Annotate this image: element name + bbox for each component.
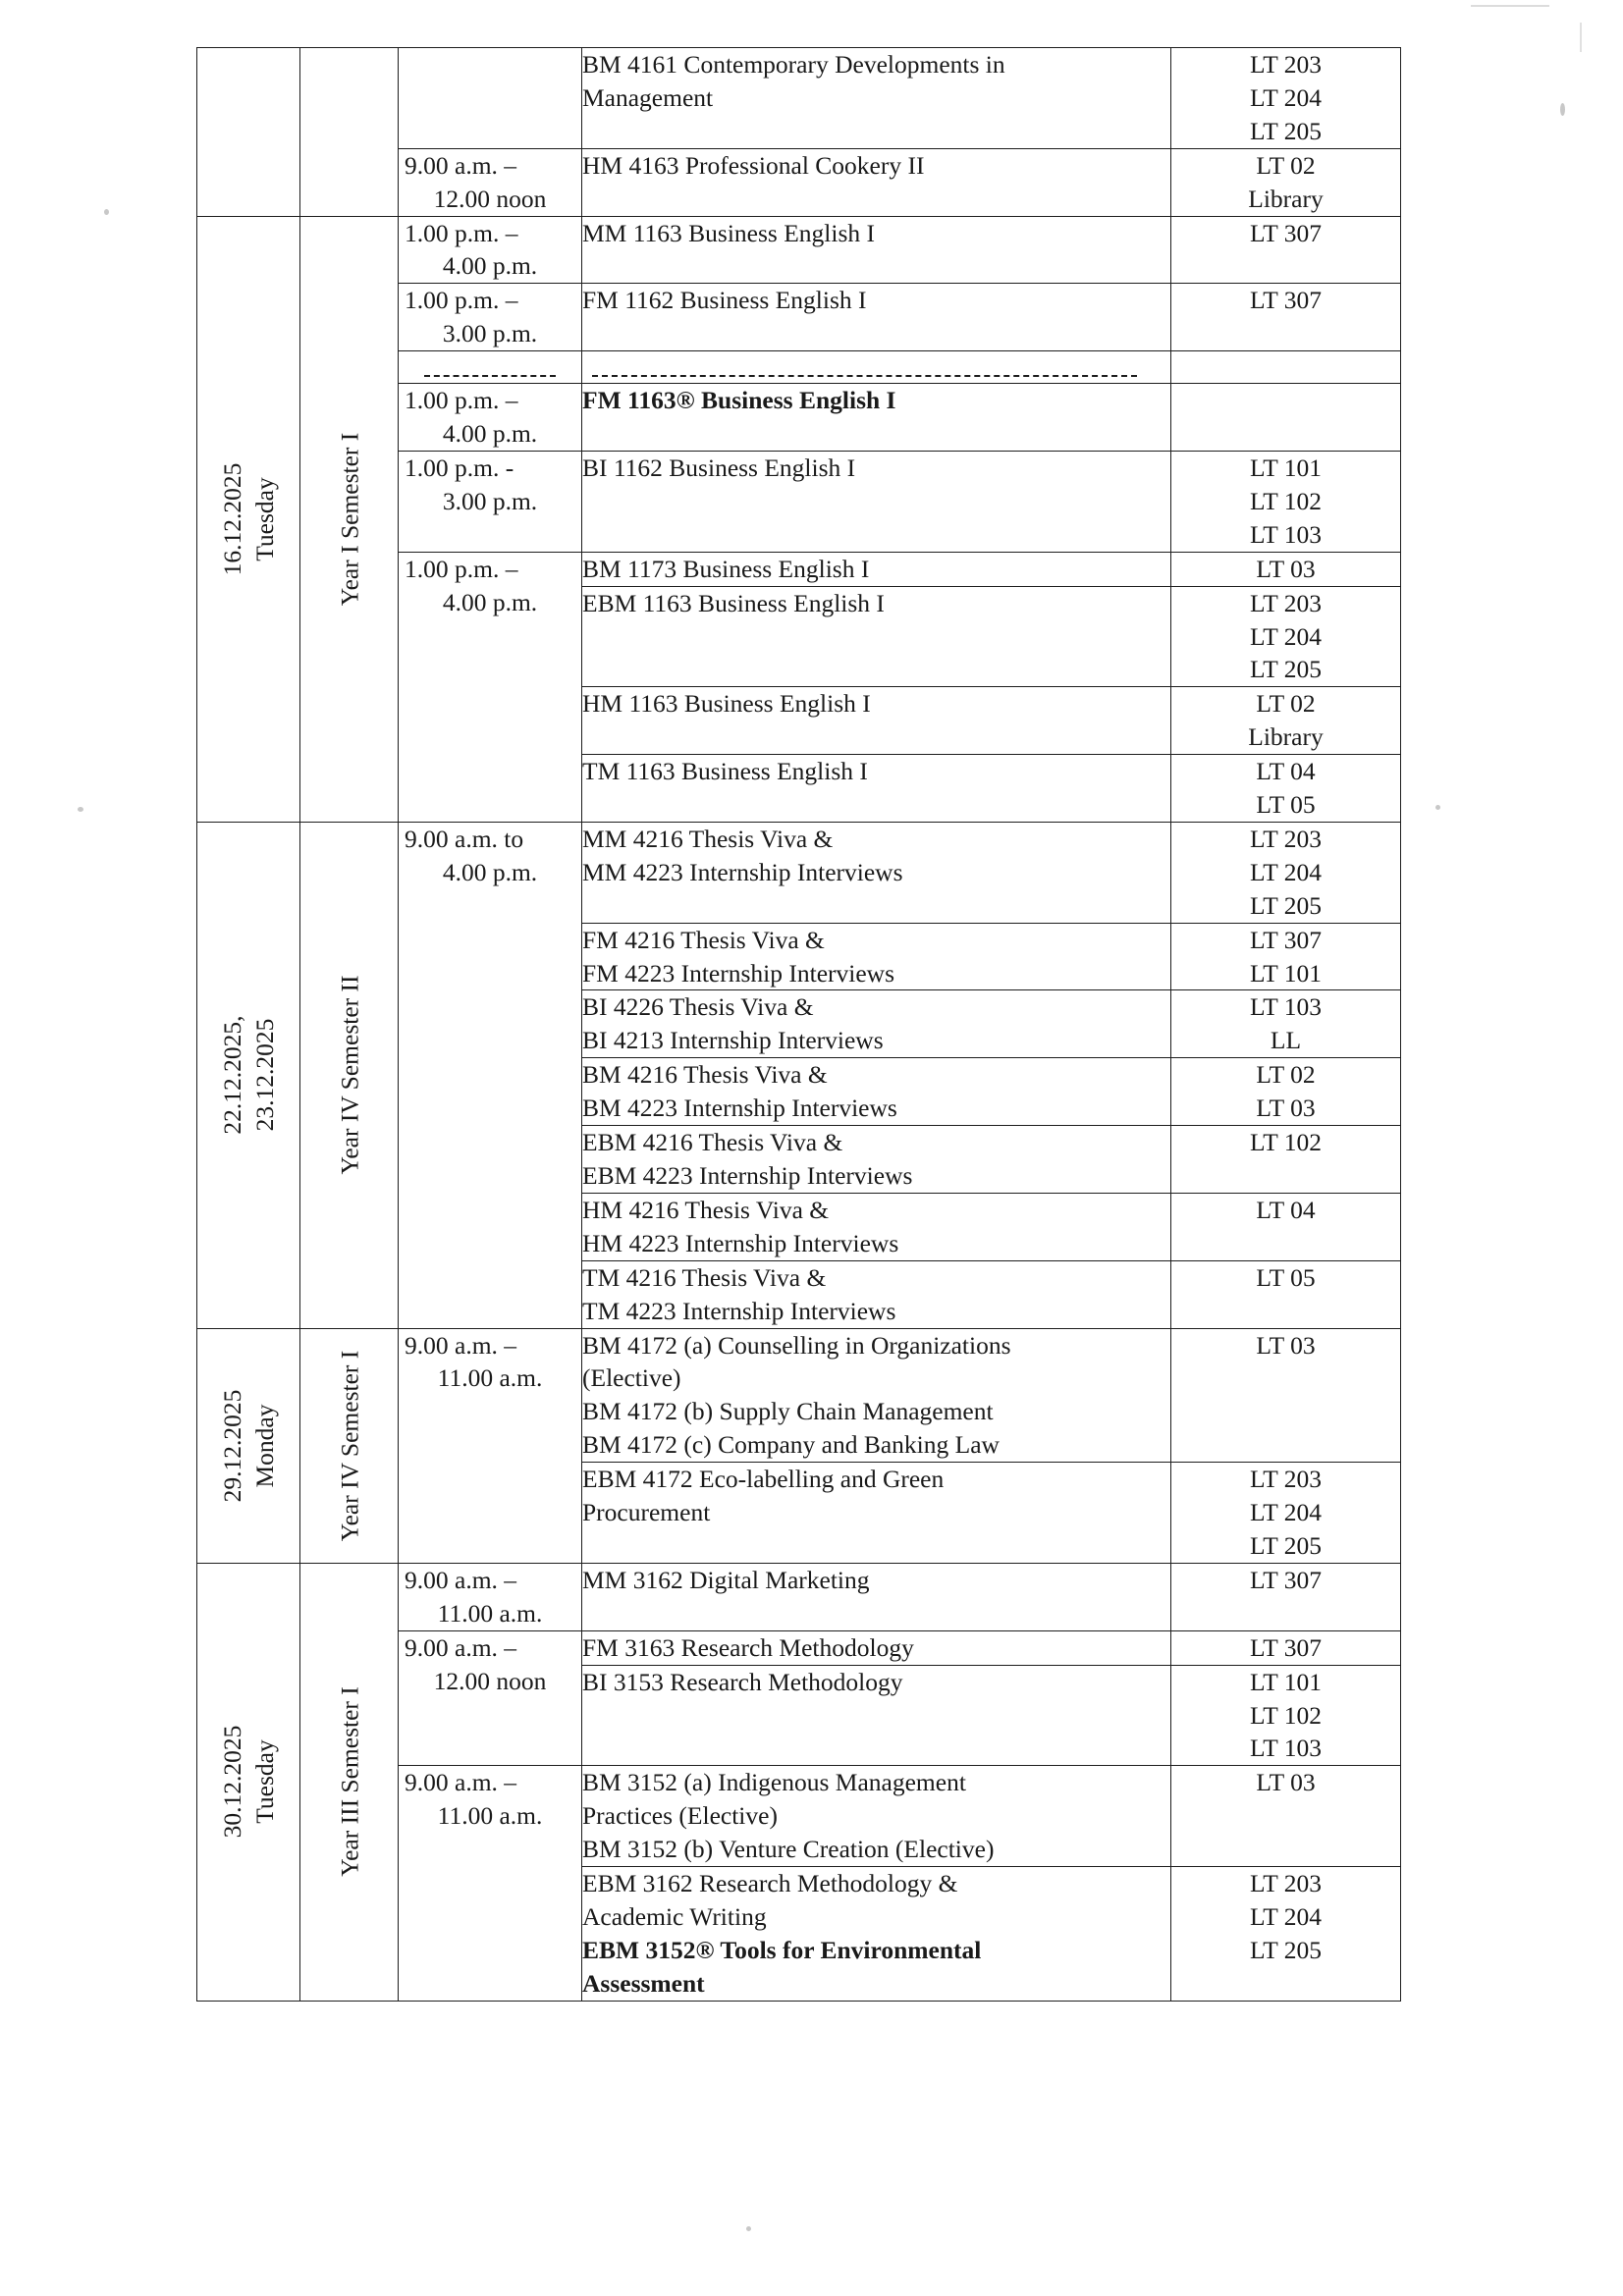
- time-cell: [399, 1630, 582, 1766]
- scan-speck: [1560, 103, 1565, 116]
- time-line: 9.00 a.m. –: [405, 1632, 517, 1662]
- time-line: 12.00 noon: [433, 1666, 547, 1695]
- time-line: 4.00 p.m.: [442, 587, 538, 616]
- venue-cell: [1171, 755, 1401, 823]
- time-cell: [399, 384, 582, 452]
- subject-line: Management: [582, 82, 714, 112]
- date-line: 23.12.2025: [250, 1018, 279, 1132]
- scan-speck: [1435, 805, 1440, 810]
- date-cell: [197, 1328, 300, 1563]
- subject-cell: [582, 1665, 1171, 1766]
- venue-cell: [1171, 384, 1401, 452]
- scan-speck: [104, 209, 109, 215]
- subject-line: BM 1173 Business English I: [582, 554, 870, 583]
- venue-line: LT 204: [1250, 621, 1322, 651]
- subject-line: EBM 4223 Internship Interviews: [582, 1161, 913, 1190]
- subject-cell: [582, 552, 1171, 586]
- subject-cell: [582, 1193, 1171, 1260]
- subject-line: HM 1163 Business English I: [582, 689, 871, 719]
- subject-cell: [582, 1630, 1171, 1665]
- date-label: [216, 462, 281, 575]
- subject-cell: [582, 216, 1171, 284]
- subject-line: BM 4172 (b) Supply Chain Management: [582, 1397, 994, 1426]
- venue-line: LT 102: [1250, 1128, 1322, 1157]
- venue-cell: [1171, 1766, 1401, 1867]
- venue-cell: [1171, 148, 1401, 216]
- subject-line: (Elective): [582, 1363, 681, 1393]
- venue-line: LT 05: [1256, 1262, 1316, 1292]
- venue-line: LT 03: [1256, 554, 1316, 583]
- time-line: 9.00 a.m. to: [405, 824, 524, 853]
- time-line: 12.00 noon: [433, 184, 547, 213]
- subject-cell: [582, 1126, 1171, 1194]
- date-cell: [197, 1563, 300, 2001]
- date-line: 16.12.2025: [217, 462, 246, 576]
- time-line: 9.00 a.m. –: [405, 1330, 517, 1360]
- date-line: Tuesday: [250, 1739, 279, 1825]
- venue-line: LT 307: [1250, 286, 1322, 315]
- time-line: 1.00 p.m. –: [405, 218, 518, 247]
- subject-line: Academic Writing: [582, 1901, 767, 1931]
- date-line: 29.12.2025: [217, 1389, 246, 1503]
- venue-cell: [1171, 1867, 1401, 2002]
- subject-line: TM 1163 Business English I: [582, 757, 868, 786]
- subject-line: MM 4216 Thesis Viva &: [582, 824, 834, 853]
- subject-line: BM 4223 Internship Interviews: [582, 1094, 897, 1123]
- venue-cell: [1171, 451, 1401, 552]
- year-cell: [300, 48, 399, 217]
- subject-line: HM 4163 Professional Cookery II: [582, 150, 925, 180]
- subject-line: MM 1163 Business English I: [582, 218, 875, 247]
- venue-line: LT 307: [1250, 218, 1322, 247]
- year-label: [333, 1350, 365, 1541]
- time-line: 4.00 p.m.: [442, 419, 538, 449]
- subject-line: EBM 1163 Business English I: [582, 588, 885, 617]
- venue-cell: [1171, 48, 1401, 149]
- venue-cell: [1171, 1260, 1401, 1328]
- dashed-rule: [424, 375, 556, 377]
- year-cell: [300, 822, 399, 1328]
- year-cell: [300, 216, 399, 822]
- venue-line: LT 101: [1250, 1667, 1322, 1696]
- time-line: 1.00 p.m. –: [405, 286, 518, 315]
- venue-line: LT 03: [1256, 1330, 1316, 1360]
- subject-cell: [582, 1260, 1171, 1328]
- subject-cell: [582, 923, 1171, 990]
- subject-cell: [582, 822, 1171, 923]
- year-cell: [300, 1563, 399, 2001]
- subject-line: HM 4216 Thesis Viva &: [582, 1195, 830, 1224]
- subject-cell: [582, 1463, 1171, 1564]
- scan-speck: [1471, 5, 1549, 7]
- table-row: [197, 1563, 1401, 1630]
- subject-cell: [582, 148, 1171, 216]
- venue-cell: [1171, 216, 1401, 284]
- subject-line: MM 4223 Internship Interviews: [582, 857, 903, 886]
- time-line: 9.00 a.m. –: [405, 1565, 517, 1594]
- subject-line: Procurement: [582, 1498, 711, 1527]
- venue-cell: [1171, 1630, 1401, 1665]
- venue-line: LT 05: [1256, 790, 1316, 820]
- year-label: [333, 976, 365, 1175]
- subject-line: BM 4216 Thesis Viva &: [582, 1060, 828, 1090]
- venue-cell: [1171, 1665, 1401, 1766]
- subject-line: EBM 4216 Thesis Viva &: [582, 1128, 843, 1157]
- subject-line: EBM 4172 Eco-labelling and Green: [582, 1465, 945, 1494]
- venue-line: LT 101: [1250, 453, 1322, 482]
- subject-line: Practices (Elective): [582, 1801, 778, 1831]
- date-line: 22.12.2025,: [217, 1015, 246, 1135]
- table-row: [197, 216, 1401, 284]
- subject-cell: [582, 990, 1171, 1058]
- subject-line: FM 1163® Business English I: [582, 386, 896, 415]
- venue-line: LT 205: [1250, 890, 1322, 920]
- venue-line: LT 03: [1256, 1768, 1316, 1797]
- subject-line: BM 4161 Contemporary Developments in: [582, 50, 1005, 79]
- date-cell: [197, 216, 300, 822]
- subject-line: EBM 3152® Tools for Environmental: [582, 1935, 982, 1964]
- year-line: Year IV Semester I: [334, 1350, 363, 1541]
- dashed-venue-cell: [1171, 351, 1401, 384]
- dashed-subject-cell: [582, 351, 1171, 384]
- venue-line: LT 101: [1250, 958, 1322, 988]
- subject-cell: [582, 1766, 1171, 1867]
- time-cell: [399, 148, 582, 216]
- time-cell: [399, 1328, 582, 1563]
- subject-cell: [582, 586, 1171, 687]
- scan-speck: [746, 2226, 751, 2231]
- time-cell: [399, 284, 582, 351]
- venue-cell: [1171, 586, 1401, 687]
- subject-line: FM 4216 Thesis Viva &: [582, 925, 825, 954]
- year-cell: [300, 1328, 399, 1563]
- subject-line: BI 4213 Internship Interviews: [582, 1026, 884, 1055]
- subject-line: BM 4172 (a) Counselling in Organizations: [582, 1330, 1011, 1360]
- timetable-sheet: [196, 47, 1400, 2002]
- date-line: Tuesday: [250, 476, 279, 561]
- subject-cell: [582, 1058, 1171, 1126]
- subject-cell: [582, 1867, 1171, 2002]
- venue-cell: [1171, 687, 1401, 755]
- venue-line: LT 203: [1250, 588, 1322, 617]
- subject-cell: [582, 384, 1171, 452]
- exam-timetable: [196, 47, 1401, 2002]
- venue-line: LT 204: [1250, 1498, 1322, 1527]
- time-cell: [399, 1766, 582, 2001]
- venue-line: LT 203: [1250, 1869, 1322, 1898]
- subject-line: BI 4226 Thesis Viva &: [582, 992, 814, 1022]
- date-cell: [197, 48, 300, 217]
- time-cell: [399, 216, 582, 284]
- time-line: 1.00 p.m. -: [405, 453, 514, 482]
- subject-line: BM 4172 (c) Company and Banking Law: [582, 1430, 1000, 1460]
- venue-cell: [1171, 923, 1401, 990]
- venue-cell: [1171, 1126, 1401, 1194]
- time-line: 11.00 a.m.: [437, 1801, 543, 1831]
- time-line: 9.00 a.m. –: [405, 150, 517, 180]
- venue-line: LL: [1270, 1026, 1302, 1055]
- time-line: 9.00 a.m. –: [405, 1768, 517, 1797]
- time-line: 11.00 a.m.: [437, 1363, 543, 1393]
- venue-line: LT 203: [1250, 1465, 1322, 1494]
- scan-speck: [1580, 23, 1582, 52]
- venue-cell: [1171, 284, 1401, 351]
- venue-line: LT 204: [1250, 857, 1322, 886]
- venue-line: LT 204: [1250, 82, 1322, 112]
- venue-line: Library: [1248, 722, 1324, 752]
- year-label: [333, 1686, 365, 1877]
- dashed-time-cell: [399, 351, 582, 384]
- venue-cell: [1171, 990, 1401, 1058]
- venue-line: LT 307: [1250, 925, 1322, 954]
- subject-line: BM 3152 (b) Venture Creation (Elective): [582, 1835, 995, 1864]
- venue-line: LT 204: [1250, 1901, 1322, 1931]
- venue-line: Library: [1248, 184, 1324, 213]
- subject-line: Assessment: [582, 1968, 705, 1998]
- venue-line: LT 02: [1256, 689, 1316, 719]
- venue-line: LT 103: [1250, 1734, 1322, 1763]
- venue-cell: [1171, 1463, 1401, 1564]
- time-cell: [399, 48, 582, 149]
- venue-line: LT 205: [1250, 1530, 1322, 1560]
- time-cell: [399, 822, 582, 1328]
- venue-line: LT 02: [1256, 1060, 1316, 1090]
- venue-cell: [1171, 1058, 1401, 1126]
- subject-cell: [582, 451, 1171, 552]
- venue-line: LT 307: [1250, 1565, 1322, 1594]
- time-cell: [399, 1563, 582, 1630]
- venue-line: LT 205: [1250, 116, 1322, 145]
- venue-line: LT 203: [1250, 50, 1322, 79]
- time-cell: [399, 552, 582, 822]
- table-row: [197, 1328, 1401, 1463]
- subject-line: FM 4223 Internship Interviews: [582, 958, 895, 988]
- scan-speck: [78, 807, 83, 812]
- subject-line: BM 3152 (a) Indigenous Management: [582, 1768, 966, 1797]
- venue-line: LT 03: [1256, 1094, 1316, 1123]
- subject-cell: [582, 1328, 1171, 1463]
- date-label: [216, 1389, 281, 1502]
- date-line: 30.12.2025: [217, 1725, 246, 1839]
- venue-line: LT 307: [1250, 1632, 1322, 1662]
- time-line: 3.00 p.m.: [442, 319, 538, 348]
- subject-cell: [582, 687, 1171, 755]
- time-line: 4.00 p.m.: [442, 857, 538, 886]
- time-line: 11.00 a.m.: [437, 1598, 543, 1628]
- subject-cell: [582, 1563, 1171, 1630]
- subject-line: TM 4216 Thesis Viva &: [582, 1262, 827, 1292]
- time-line: 4.00 p.m.: [442, 251, 538, 281]
- subject-line: HM 4223 Internship Interviews: [582, 1228, 899, 1257]
- venue-line: LT 205: [1250, 655, 1322, 684]
- time-line: 1.00 p.m. –: [405, 386, 518, 415]
- subject-line: FM 3163 Research Methodology: [582, 1632, 914, 1662]
- table-row: [197, 822, 1401, 923]
- venue-cell: [1171, 552, 1401, 586]
- date-label: [216, 1016, 281, 1135]
- subject-line: EBM 3162 Research Methodology &: [582, 1869, 958, 1898]
- subject-cell: [582, 755, 1171, 823]
- venue-cell: [1171, 1563, 1401, 1630]
- venue-line: LT 102: [1250, 1700, 1322, 1730]
- date-cell: [197, 822, 300, 1328]
- year-line: Year I Semester I: [334, 432, 363, 607]
- time-line: 3.00 p.m.: [442, 486, 538, 515]
- subject-cell: [582, 48, 1171, 149]
- subject-line: BI 3153 Research Methodology: [582, 1667, 903, 1696]
- venue-line: LT 04: [1256, 1195, 1316, 1224]
- venue-cell: [1171, 1193, 1401, 1260]
- date-line: Monday: [250, 1404, 279, 1488]
- dashed-rule: [592, 375, 1137, 377]
- year-label: [333, 432, 365, 606]
- venue-line: LT 04: [1256, 757, 1316, 786]
- venue-line: LT 203: [1250, 824, 1322, 853]
- table-row: [197, 48, 1401, 149]
- time-cell: [399, 451, 582, 552]
- venue-line: LT 103: [1250, 992, 1322, 1022]
- year-line: Year IV Semester II: [334, 975, 363, 1175]
- date-label: [216, 1726, 281, 1839]
- subject-line: FM 1162 Business English I: [582, 286, 867, 315]
- venue-line: LT 02: [1256, 150, 1316, 180]
- subject-line: TM 4223 Internship Interviews: [582, 1296, 896, 1325]
- venue-line: LT 102: [1250, 486, 1322, 515]
- venue-cell: [1171, 1328, 1401, 1463]
- time-line: 1.00 p.m. –: [405, 554, 518, 583]
- subject-cell: [582, 284, 1171, 351]
- subject-line: BI 1162 Business English I: [582, 453, 856, 482]
- subject-line: MM 3162 Digital Marketing: [582, 1565, 870, 1594]
- year-line: Year III Semester I: [334, 1686, 363, 1878]
- venue-line: LT 103: [1250, 519, 1322, 549]
- venue-cell: [1171, 822, 1401, 923]
- venue-line: LT 205: [1250, 1935, 1322, 1964]
